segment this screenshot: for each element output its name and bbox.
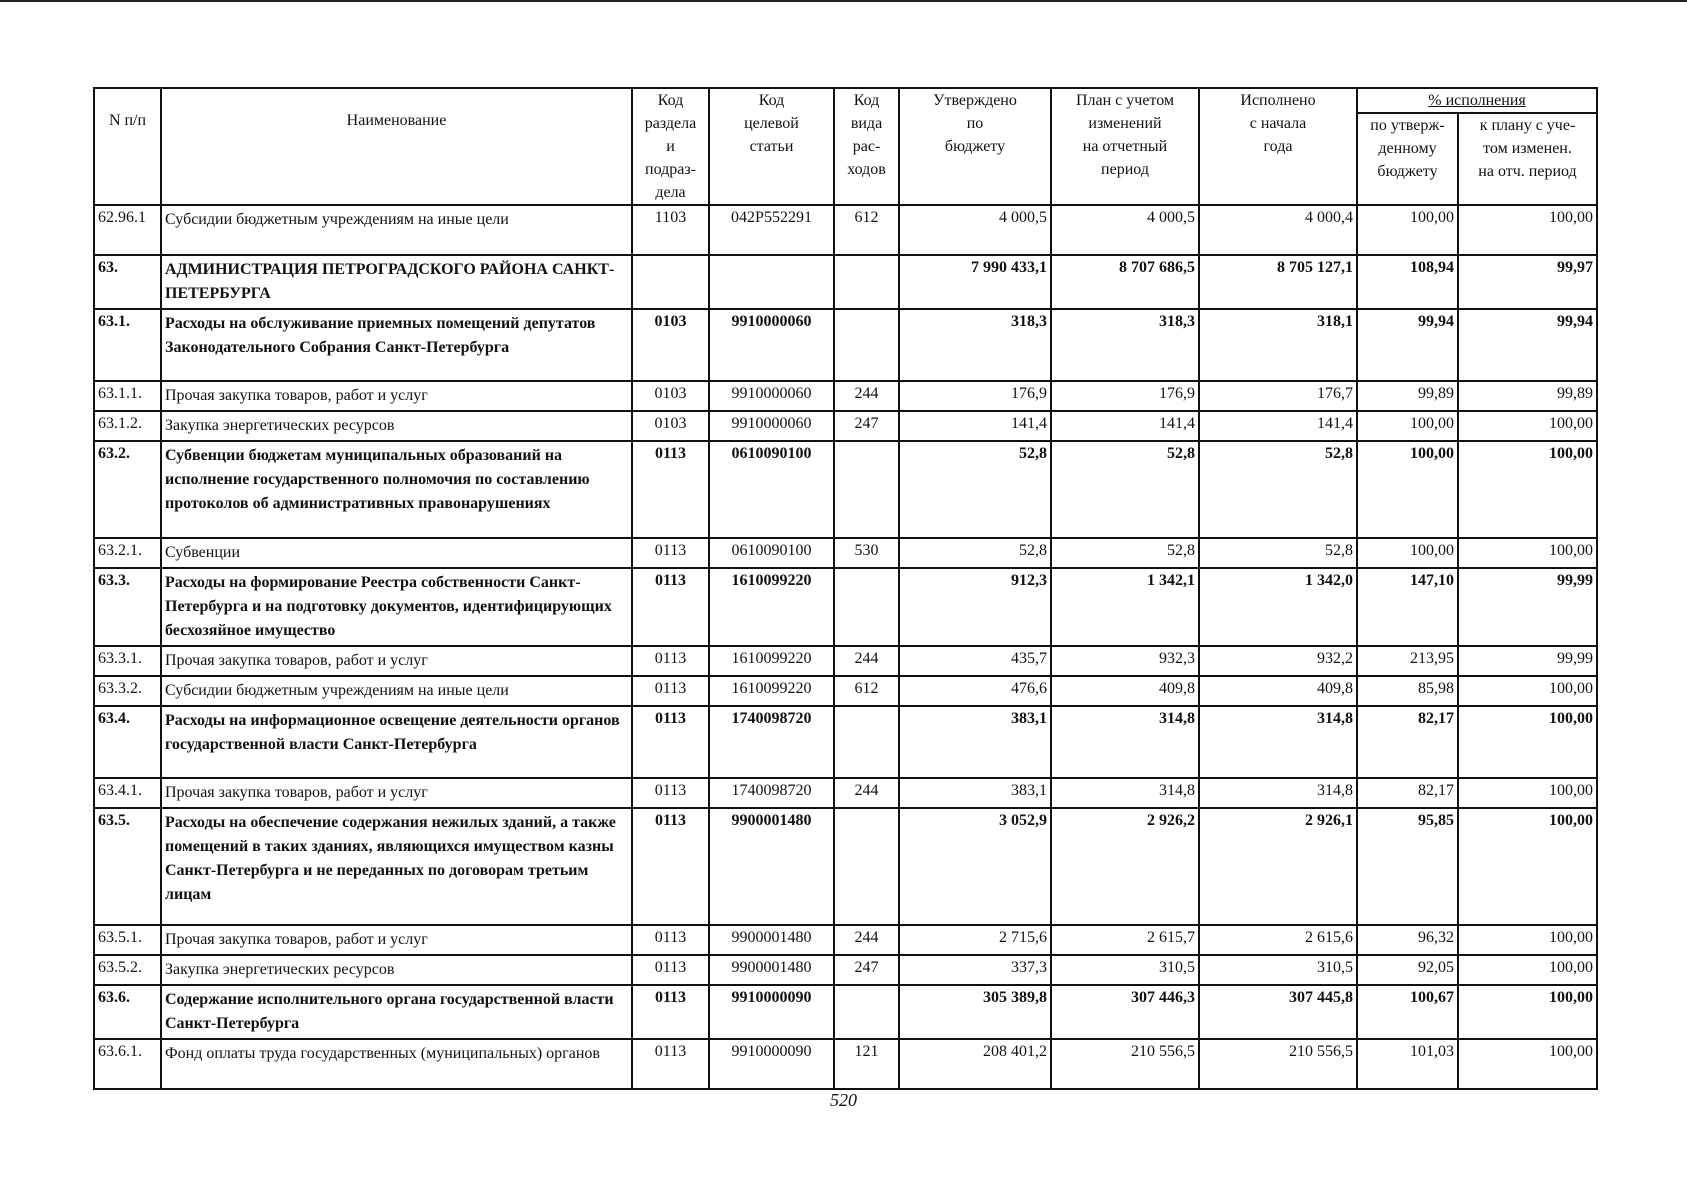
table-body bbox=[94, 205, 1597, 1089]
row-number: 63.4. bbox=[94, 706, 161, 778]
header-line: Код bbox=[657, 92, 684, 109]
header-line: бюджету bbox=[944, 138, 1006, 155]
row-section-code: 1103 bbox=[632, 205, 709, 255]
row-name: Прочая закупка товаров, работ и услуг bbox=[161, 646, 632, 676]
row-executed: 2 615,6 bbox=[1199, 925, 1357, 955]
row-section-code: 0113 bbox=[632, 568, 709, 646]
row-pct-budget: 108,94 bbox=[1357, 255, 1458, 309]
row-kind-code: 612 bbox=[834, 676, 899, 706]
header-line: на отч. период bbox=[1478, 163, 1577, 180]
row-name: Закупка энергетических ресурсов bbox=[161, 411, 632, 441]
row-executed: 210 556,5 bbox=[1199, 1039, 1357, 1089]
row-pct-budget: 85,98 bbox=[1357, 676, 1458, 706]
row-pct-budget: 100,00 bbox=[1357, 205, 1458, 255]
table-row bbox=[94, 1039, 1597, 1089]
row-executed: 141,4 bbox=[1199, 411, 1357, 441]
row-pct-budget: 147,10 bbox=[1357, 568, 1458, 646]
row-number: 63.3.2. bbox=[94, 676, 161, 706]
table-row bbox=[94, 955, 1597, 985]
row-plan: 314,8 bbox=[1051, 706, 1199, 778]
table-row bbox=[94, 646, 1597, 676]
row-pct-budget: 82,17 bbox=[1357, 778, 1458, 808]
row-number: 62.96.1 bbox=[94, 205, 161, 255]
row-approved: 208 401,2 bbox=[899, 1039, 1051, 1089]
row-kind-code: 121 bbox=[834, 1039, 899, 1089]
row-target-code: 0610090100 bbox=[709, 441, 834, 538]
table-row bbox=[94, 255, 1597, 309]
header-line: Утверждено bbox=[933, 92, 1017, 109]
row-pct-plan: 100,00 bbox=[1458, 205, 1597, 255]
row-executed: 310,5 bbox=[1199, 955, 1357, 985]
row-name: Прочая закупка товаров, работ и услуг bbox=[161, 778, 632, 808]
row-pct-budget: 100,67 bbox=[1357, 985, 1458, 1039]
row-number: 63.4.1. bbox=[94, 778, 161, 808]
row-executed: 932,2 bbox=[1199, 646, 1357, 676]
header-line: статьи bbox=[749, 138, 794, 155]
row-plan: 8 707 686,5 bbox=[1051, 255, 1199, 309]
row-plan: 2 615,7 bbox=[1051, 925, 1199, 955]
row-number: 63.5.2. bbox=[94, 955, 161, 985]
row-plan: 4 000,5 bbox=[1051, 205, 1199, 255]
row-name: Субвенции bbox=[161, 538, 632, 568]
row-number: 63.1. bbox=[94, 309, 161, 381]
row-pct-plan: 100,00 bbox=[1458, 411, 1597, 441]
row-pct-plan: 100,00 bbox=[1458, 706, 1597, 778]
header-line: и bbox=[666, 138, 675, 155]
row-executed: 409,8 bbox=[1199, 676, 1357, 706]
row-number: 63.3. bbox=[94, 568, 161, 646]
header-approved bbox=[899, 88, 1051, 205]
header-line: Исполнено bbox=[1240, 92, 1316, 109]
header-line: целевой bbox=[744, 115, 799, 132]
top-border-line bbox=[0, 0, 1687, 2]
row-target-code: 1610099220 bbox=[709, 676, 834, 706]
row-number: 63.6. bbox=[94, 985, 161, 1039]
row-approved: 305 389,8 bbox=[899, 985, 1051, 1039]
row-name: Прочая закупка товаров, работ и услуг bbox=[161, 925, 632, 955]
row-section-code: 0103 bbox=[632, 381, 709, 411]
header-line: подраз- bbox=[645, 161, 696, 178]
row-executed: 52,8 bbox=[1199, 441, 1357, 538]
row-kind-code bbox=[834, 441, 899, 538]
header-line: с начала bbox=[1249, 115, 1307, 132]
row-kind-code: 244 bbox=[834, 646, 899, 676]
row-plan: 310,5 bbox=[1051, 955, 1199, 985]
row-section-code: 0103 bbox=[632, 309, 709, 381]
row-plan: 2 926,2 bbox=[1051, 808, 1199, 925]
header-line: денному bbox=[1378, 140, 1437, 157]
row-pct-budget: 99,94 bbox=[1357, 309, 1458, 381]
row-executed: 314,8 bbox=[1199, 778, 1357, 808]
row-pct-budget: 213,95 bbox=[1357, 646, 1458, 676]
row-executed: 1 342,0 bbox=[1199, 568, 1357, 646]
row-number: 63.1.1. bbox=[94, 381, 161, 411]
header-line: План с учетом bbox=[1075, 92, 1175, 109]
table-row bbox=[94, 808, 1597, 925]
row-plan: 52,8 bbox=[1051, 538, 1199, 568]
row-target-code: 9900001480 bbox=[709, 808, 834, 925]
row-target-code: 042P552291 bbox=[709, 205, 834, 255]
header-line: года bbox=[1263, 138, 1293, 155]
header-line: по утверж- bbox=[1370, 117, 1445, 134]
row-pct-plan: 99,89 bbox=[1458, 381, 1597, 411]
row-pct-plan: 100,00 bbox=[1458, 985, 1597, 1039]
row-kind-code bbox=[834, 808, 899, 925]
table-row bbox=[94, 309, 1597, 381]
header-line: Код bbox=[853, 92, 880, 109]
row-target-code: 1610099220 bbox=[709, 568, 834, 646]
row-section-code: 0113 bbox=[632, 706, 709, 778]
row-approved: 7 990 433,1 bbox=[899, 255, 1051, 309]
header-line: Код bbox=[758, 92, 785, 109]
row-approved: 476,6 bbox=[899, 676, 1051, 706]
row-target-code: 0610090100 bbox=[709, 538, 834, 568]
row-executed: 314,8 bbox=[1199, 706, 1357, 778]
row-executed: 52,8 bbox=[1199, 538, 1357, 568]
row-name: Расходы на обслуживание приемных помещений депутатов Законодательного Собрания Санкт-Петербурга bbox=[161, 309, 632, 381]
row-executed: 307 445,8 bbox=[1199, 985, 1357, 1039]
row-kind-code: 530 bbox=[834, 538, 899, 568]
table-row bbox=[94, 538, 1597, 568]
row-kind-code: 244 bbox=[834, 381, 899, 411]
row-target-code: 1740098720 bbox=[709, 778, 834, 808]
row-section-code bbox=[632, 255, 709, 309]
row-pct-plan: 99,97 bbox=[1458, 255, 1597, 309]
header-line: вида bbox=[850, 115, 883, 132]
table-row bbox=[94, 205, 1597, 255]
row-pct-plan: 99,99 bbox=[1458, 646, 1597, 676]
table-row bbox=[94, 706, 1597, 778]
row-number: 63.5. bbox=[94, 808, 161, 925]
budget-execution-table bbox=[93, 87, 1598, 1090]
row-kind-code: 247 bbox=[834, 955, 899, 985]
row-target-code: 9910000090 bbox=[709, 1039, 834, 1089]
row-kind-code bbox=[834, 255, 899, 309]
row-plan: 141,4 bbox=[1051, 411, 1199, 441]
table-row bbox=[94, 381, 1597, 411]
table-row bbox=[94, 778, 1597, 808]
row-section-code: 0103 bbox=[632, 411, 709, 441]
table-row bbox=[94, 925, 1597, 955]
row-target-code bbox=[709, 255, 834, 309]
row-pct-plan: 100,00 bbox=[1458, 778, 1597, 808]
row-approved: 52,8 bbox=[899, 441, 1051, 538]
header-line: период bbox=[1101, 161, 1149, 178]
row-approved: 141,4 bbox=[899, 411, 1051, 441]
row-section-code: 0113 bbox=[632, 646, 709, 676]
row-pct-budget: 100,00 bbox=[1357, 411, 1458, 441]
header-line: к плану с уче- bbox=[1479, 117, 1576, 134]
row-number: 63.6.1. bbox=[94, 1039, 161, 1089]
row-number: 63.3.1. bbox=[94, 646, 161, 676]
row-name: Закупка энергетических ресурсов bbox=[161, 955, 632, 985]
row-name: Расходы на информационное освещение деятельности органов государственной власти Санкт-Петербурга bbox=[161, 706, 632, 778]
row-name: Содержание исполнительного органа государственной власти Санкт-Петербурга bbox=[161, 985, 632, 1039]
row-approved: 383,1 bbox=[899, 778, 1051, 808]
header-line: бюджету bbox=[1377, 163, 1438, 180]
row-name: Субвенции бюджетам муниципальных образований на исполнение государственного полномочия по составлению протоколов об административных правонарушениях bbox=[161, 441, 632, 538]
header-pct-plan bbox=[1458, 113, 1597, 205]
row-plan: 210 556,5 bbox=[1051, 1039, 1199, 1089]
row-approved: 4 000,5 bbox=[899, 205, 1051, 255]
row-section-code: 0113 bbox=[632, 808, 709, 925]
table-row bbox=[94, 441, 1597, 538]
row-executed: 2 926,1 bbox=[1199, 808, 1357, 925]
row-kind-code bbox=[834, 985, 899, 1039]
row-name: Прочая закупка товаров, работ и услуг bbox=[161, 381, 632, 411]
row-pct-budget: 99,89 bbox=[1357, 381, 1458, 411]
row-kind-code: 247 bbox=[834, 411, 899, 441]
row-executed: 176,7 bbox=[1199, 381, 1357, 411]
row-pct-budget: 92,05 bbox=[1357, 955, 1458, 985]
row-approved: 912,3 bbox=[899, 568, 1051, 646]
row-approved: 3 052,9 bbox=[899, 808, 1051, 925]
row-name: Субсидии бюджетным учреждениям на иные цели bbox=[161, 676, 632, 706]
row-target-code: 9900001480 bbox=[709, 925, 834, 955]
row-kind-code bbox=[834, 568, 899, 646]
row-pct-plan: 100,00 bbox=[1458, 808, 1597, 925]
row-executed: 318,1 bbox=[1199, 309, 1357, 381]
row-name: Расходы на формирование Реестра собственности Санкт-Петербурга и на подготовку документов, идентифицирующих бесхозяйное имущество bbox=[161, 568, 632, 646]
header-pct: % исполнения bbox=[1357, 88, 1597, 113]
row-pct-plan: 100,00 bbox=[1458, 441, 1597, 538]
row-kind-code: 244 bbox=[834, 925, 899, 955]
row-number: 63. bbox=[94, 255, 161, 309]
row-pct-plan: 100,00 bbox=[1458, 676, 1597, 706]
row-executed: 4 000,4 bbox=[1199, 205, 1357, 255]
row-pct-plan: 100,00 bbox=[1458, 1039, 1597, 1089]
header-kind-code bbox=[834, 88, 899, 205]
row-pct-budget: 82,17 bbox=[1357, 706, 1458, 778]
header-line: том изменен. bbox=[1483, 140, 1572, 157]
row-target-code: 9900001480 bbox=[709, 955, 834, 985]
row-executed: 8 705 127,1 bbox=[1199, 255, 1357, 309]
row-approved: 383,1 bbox=[899, 706, 1051, 778]
row-plan: 932,3 bbox=[1051, 646, 1199, 676]
row-number: 63.1.2. bbox=[94, 411, 161, 441]
row-approved: 337,3 bbox=[899, 955, 1051, 985]
row-name: Субсидии бюджетным учреждениям на иные цели bbox=[161, 205, 632, 255]
row-approved: 2 715,6 bbox=[899, 925, 1051, 955]
row-pct-plan: 99,99 bbox=[1458, 568, 1597, 646]
row-approved: 318,3 bbox=[899, 309, 1051, 381]
header-line: раздела bbox=[644, 115, 697, 132]
row-section-code: 0113 bbox=[632, 538, 709, 568]
row-section-code: 0113 bbox=[632, 676, 709, 706]
row-pct-plan: 99,94 bbox=[1458, 309, 1597, 381]
header-section-code bbox=[632, 88, 709, 205]
row-pct-budget: 100,00 bbox=[1357, 441, 1458, 538]
row-plan: 52,8 bbox=[1051, 441, 1199, 538]
row-target-code: 1610099220 bbox=[709, 646, 834, 676]
row-section-code: 0113 bbox=[632, 955, 709, 985]
row-kind-code bbox=[834, 706, 899, 778]
row-plan: 1 342,1 bbox=[1051, 568, 1199, 646]
row-section-code: 0113 bbox=[632, 1039, 709, 1089]
row-name: Расходы на обеспечение содержания нежилых зданий, а также помещений в таких зданиях, являющихся имуществом казны Санкт-Петербурга и не переданных по договорам третьим лицам bbox=[161, 808, 632, 925]
row-name: АДМИНИСТРАЦИЯ ПЕТРОГРАДСКОГО РАЙОНА САНКТ-ПЕТЕРБУРГА bbox=[161, 255, 632, 309]
row-plan: 318,3 bbox=[1051, 309, 1199, 381]
header-target-code bbox=[709, 88, 834, 205]
table-row bbox=[94, 676, 1597, 706]
table-row bbox=[94, 411, 1597, 441]
row-target-code: 9910000060 bbox=[709, 411, 834, 441]
row-target-code: 9910000060 bbox=[709, 381, 834, 411]
header-line: ходов bbox=[847, 161, 886, 178]
header-line: по bbox=[966, 115, 984, 132]
row-target-code: 9910000060 bbox=[709, 309, 834, 381]
row-name: Фонд оплаты труда государственных (муниципальных) органов bbox=[161, 1039, 632, 1089]
table-row bbox=[94, 568, 1597, 646]
header-line: дела bbox=[655, 184, 686, 201]
header-plan bbox=[1051, 88, 1199, 205]
row-number: 63.2.1. bbox=[94, 538, 161, 568]
row-plan: 176,9 bbox=[1051, 381, 1199, 411]
row-target-code: 9910000090 bbox=[709, 985, 834, 1039]
header-num: N п/п bbox=[94, 88, 161, 205]
header-line: рас- bbox=[852, 138, 881, 155]
row-section-code: 0113 bbox=[632, 925, 709, 955]
row-pct-budget: 95,85 bbox=[1357, 808, 1458, 925]
header-line: изменений bbox=[1088, 115, 1162, 132]
row-plan: 314,8 bbox=[1051, 778, 1199, 808]
header-pct-budget bbox=[1357, 113, 1458, 205]
row-section-code: 0113 bbox=[632, 441, 709, 538]
row-kind-code: 612 bbox=[834, 205, 899, 255]
table-row bbox=[94, 985, 1597, 1039]
row-kind-code: 244 bbox=[834, 778, 899, 808]
row-approved: 176,9 bbox=[899, 381, 1051, 411]
row-kind-code bbox=[834, 309, 899, 381]
row-pct-plan: 100,00 bbox=[1458, 955, 1597, 985]
row-pct-plan: 100,00 bbox=[1458, 925, 1597, 955]
row-pct-budget: 101,03 bbox=[1357, 1039, 1458, 1089]
row-section-code: 0113 bbox=[632, 985, 709, 1039]
header-executed bbox=[1199, 88, 1357, 205]
row-plan: 307 446,3 bbox=[1051, 985, 1199, 1039]
row-pct-budget: 100,00 bbox=[1357, 538, 1458, 568]
row-approved: 52,8 bbox=[899, 538, 1051, 568]
row-number: 63.5.1. bbox=[94, 925, 161, 955]
row-section-code: 0113 bbox=[632, 778, 709, 808]
row-target-code: 1740098720 bbox=[709, 706, 834, 778]
header-line: на отчетный bbox=[1082, 138, 1168, 155]
row-approved: 435,7 bbox=[899, 646, 1051, 676]
page-number: 520 bbox=[830, 1090, 857, 1110]
header-name: Наименование bbox=[161, 88, 632, 205]
row-number: 63.2. bbox=[94, 441, 161, 538]
row-pct-budget: 96,32 bbox=[1357, 925, 1458, 955]
row-pct-plan: 100,00 bbox=[1458, 538, 1597, 568]
row-plan: 409,8 bbox=[1051, 676, 1199, 706]
table-header bbox=[94, 88, 1597, 205]
